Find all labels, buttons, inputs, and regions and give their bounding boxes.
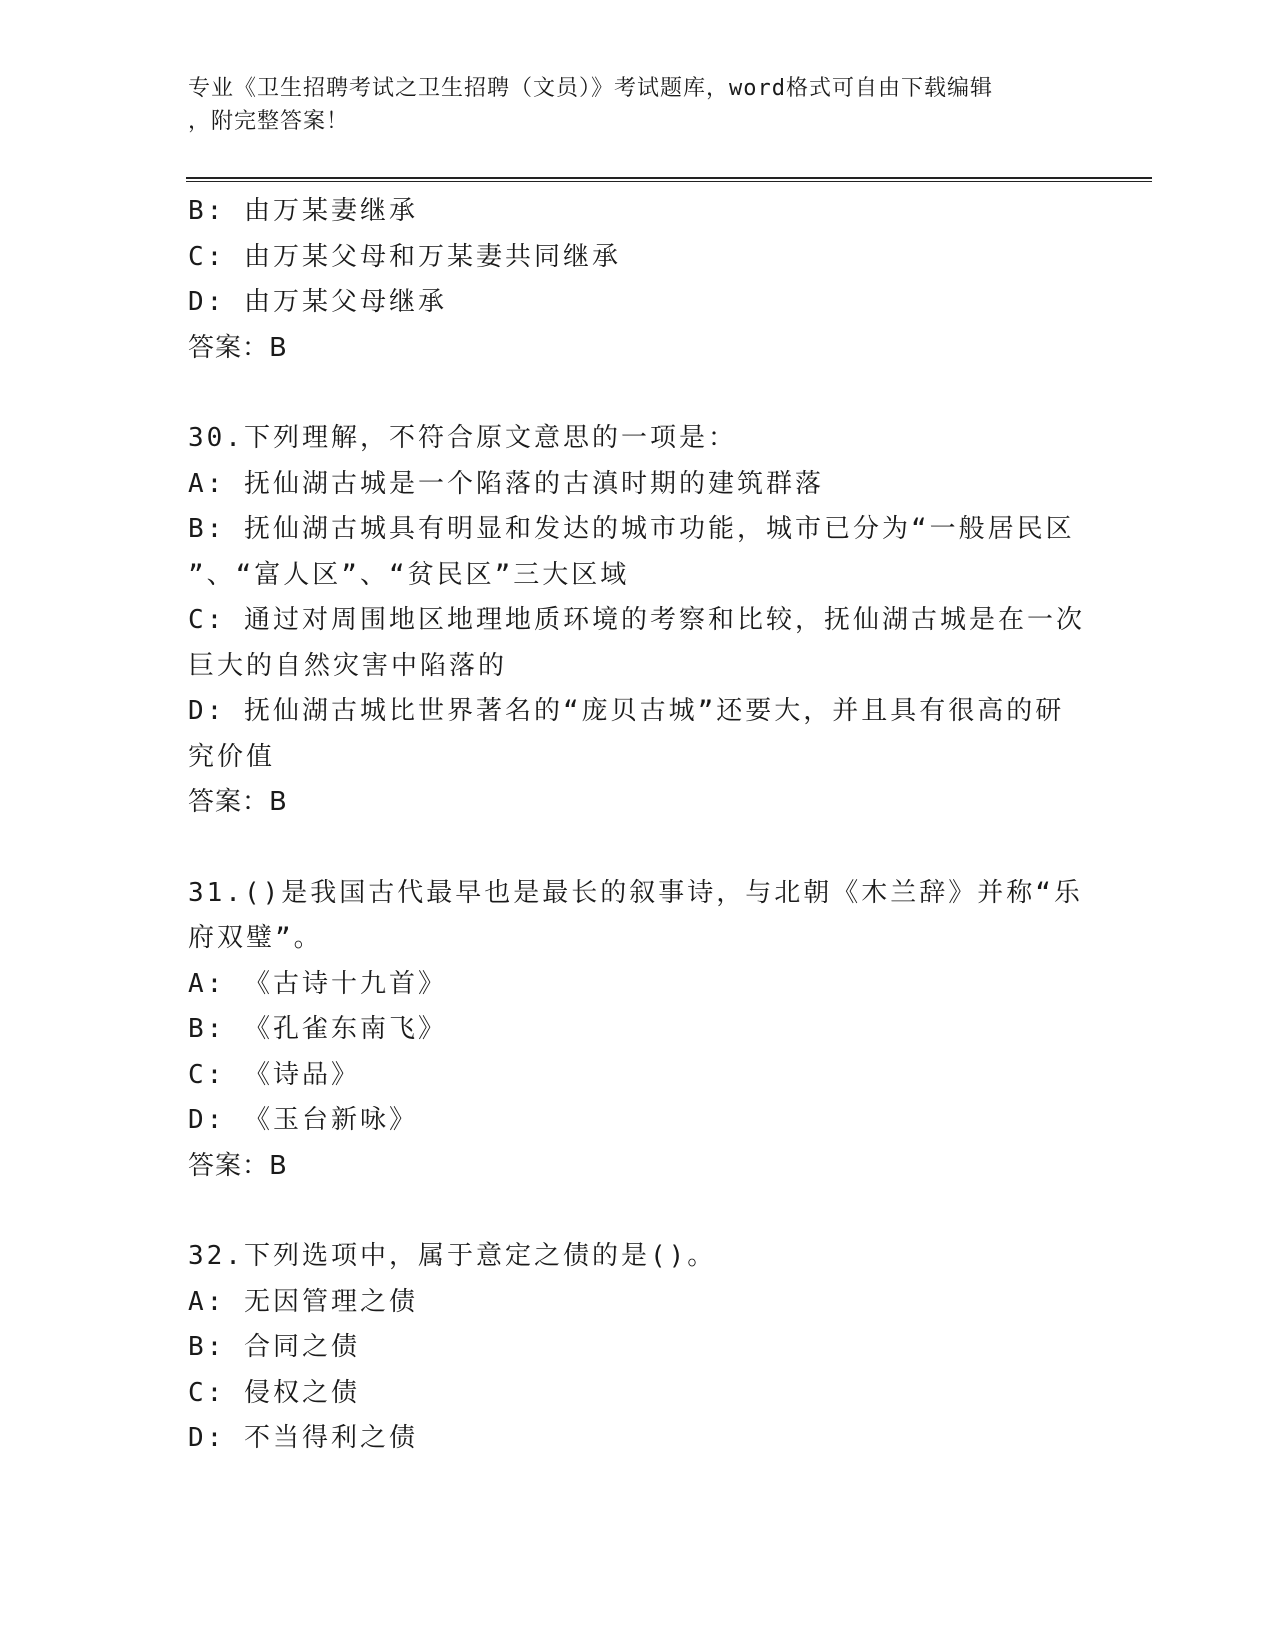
question-stem-continued: 府双璧”。 bbox=[188, 923, 323, 953]
option-a: A: 《古诗十九首》 bbox=[188, 968, 447, 999]
answer-line: 答案：B bbox=[188, 1150, 288, 1181]
option-d: D: 抚仙湖古城比世界著名的“庞贝古城”还要大，并且具有很高的研 bbox=[188, 696, 1065, 726]
option-b: B: 由万某妻继承 bbox=[188, 196, 418, 226]
option-b: B: 抚仙湖古城具有明显和发达的城市功能，城市已分为“一般居民区 bbox=[188, 514, 1075, 544]
option-d-continued: 究价值 bbox=[188, 741, 276, 772]
question-stem: 32.下列选项中，属于意定之债的是()。 bbox=[188, 1241, 717, 1271]
option-d: D: 由万某父母继承 bbox=[188, 287, 447, 317]
option-b: B: 《孔雀东南飞》 bbox=[188, 1014, 447, 1044]
question-32 bbox=[188, 1234, 1088, 1462]
question-stem: 30.下列理解，不符合原文意思的一项是： bbox=[188, 423, 737, 453]
option-d: D: 《玉台新咏》 bbox=[188, 1105, 418, 1135]
document-header bbox=[188, 72, 1078, 138]
option-c: C: 侵权之债 bbox=[188, 1377, 360, 1408]
continued-question bbox=[188, 189, 1088, 371]
question-stem: 31.()是我国古代最早也是最长的叙事诗，与北朝《木兰辞》并称“乐 bbox=[188, 877, 1083, 908]
option-a: A: 无因管理之债 bbox=[188, 1286, 418, 1317]
header-line-2: ，附完整答案！ bbox=[188, 109, 350, 134]
option-d: D: 不当得利之债 bbox=[188, 1423, 418, 1453]
option-c: C: 由万某父母和万某妻共同继承 bbox=[188, 241, 621, 272]
option-b: B: 合同之债 bbox=[188, 1332, 360, 1362]
option-c: C: 《诗品》 bbox=[188, 1059, 360, 1090]
header-divider bbox=[186, 177, 1152, 182]
header-line-1: 专业《卫生招聘考试之卫生招聘（文员）》考试题库，word格式可自由下载编辑 bbox=[188, 76, 993, 101]
question-31 bbox=[188, 871, 1088, 1190]
document-body bbox=[188, 189, 1088, 1462]
option-c-continued: 巨大的自然灾害中陷落的 bbox=[188, 650, 508, 681]
option-c: C: 通过对周围地区地理地质环境的考察和比较，抚仙湖古城是在一次 bbox=[188, 605, 1085, 635]
option-b-continued: ”、“富人区”、“贫民区”三大区域 bbox=[188, 559, 630, 590]
option-a: A: 抚仙湖古城是一个陷落的古滇时期的建筑群落 bbox=[188, 468, 824, 499]
answer-line: 答案：B bbox=[188, 332, 288, 363]
answer-line: 答案：B bbox=[188, 787, 288, 817]
question-30 bbox=[188, 416, 1088, 826]
